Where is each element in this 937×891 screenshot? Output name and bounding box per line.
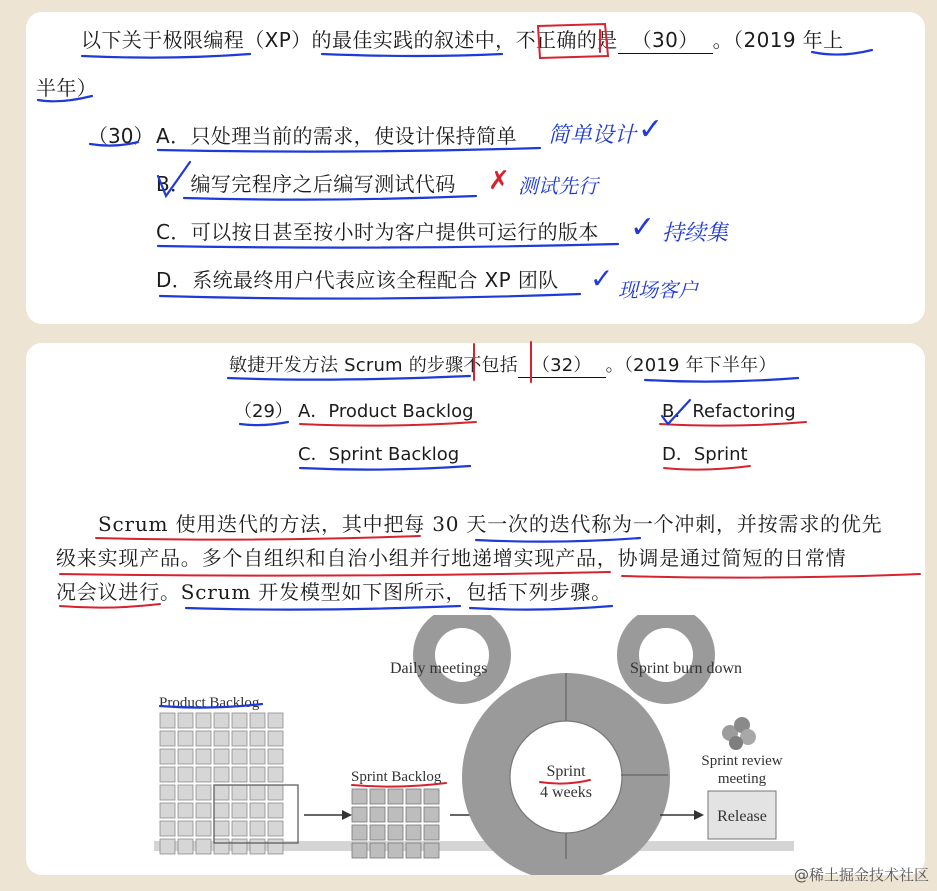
sprint-backlog-item: [406, 843, 421, 858]
backlog-item: [232, 713, 247, 728]
backlog-item: [178, 731, 193, 746]
scrum-diagram: [26, 615, 925, 875]
release-label: Release: [717, 808, 767, 825]
backlog-item: [232, 749, 247, 764]
q1-note-b: 测试先行: [518, 174, 598, 198]
daily-meetings-label: Daily meetings: [390, 660, 488, 677]
q1-stem-end: 。（2019 年上: [712, 28, 844, 52]
sprint-label: Sprint: [546, 763, 586, 780]
backlog-item: [268, 821, 283, 836]
backlog-item: [232, 839, 247, 854]
sprint-backlog-item: [370, 843, 385, 858]
backlog-item: [178, 713, 193, 728]
backlog-item: [160, 767, 175, 782]
q2-stem-text: 敏捷开发方法 Scrum 的步骤: [229, 355, 464, 376]
review-label-1: Sprint review: [701, 753, 783, 769]
check-mark-icon: ✓: [638, 112, 664, 147]
q2-option-d-letter: D．: [662, 444, 694, 465]
backlog-item: [160, 821, 175, 836]
backlog-item: [214, 785, 229, 800]
burn-down-loop: [628, 617, 704, 693]
backlog-item: [196, 821, 211, 836]
q1-stem: [81, 24, 844, 54]
backlog-item: [178, 785, 193, 800]
q2-question-number: （29）: [234, 401, 293, 422]
backlog-item: [160, 839, 175, 854]
q2-option-c: [298, 440, 459, 466]
q1-note-c: 持续集: [662, 221, 729, 246]
q2-stem-emphasis: 不包括: [463, 355, 518, 376]
backlog-item: [196, 713, 211, 728]
sprint-backlog-item: [388, 789, 403, 804]
backlog-item: [250, 785, 265, 800]
backlog-item: [178, 839, 193, 854]
backlog-item: [268, 713, 283, 728]
q1-option-d-letter: D．: [156, 268, 193, 292]
q1-option-d: [156, 264, 559, 293]
backlog-item: [178, 749, 193, 764]
backlog-item: [268, 785, 283, 800]
q2-option-c-letter: C．: [298, 444, 329, 465]
q1-stem-text: 以下关于极限编程（XP）的最佳实践的叙述中，: [81, 28, 516, 52]
backlog-item: [196, 785, 211, 800]
question-card-scrum: [26, 343, 925, 875]
backlog-item: [232, 803, 247, 818]
backlog-item: [214, 731, 229, 746]
product-backlog-label: Product Backlog: [159, 695, 260, 711]
backlog-item: [268, 839, 283, 854]
q1-note-d: 现场客户: [618, 278, 698, 302]
q1-option-c: [156, 216, 599, 245]
sprint-backlog-item: [352, 807, 367, 822]
q1-blank: （30）: [618, 24, 713, 54]
q1-option-d-text: 系统最终用户代表应该全程配合 XP 团队: [192, 268, 559, 292]
q2-option-b-letter: B．: [662, 401, 693, 422]
backlog-item: [214, 821, 229, 836]
backlog-item: [214, 803, 229, 818]
backlog-item: [250, 803, 265, 818]
backlog-item: [178, 767, 193, 782]
sprint-backlog-item: [352, 825, 367, 840]
q1-option-a: [156, 120, 517, 149]
q1-option-b-text: 编写完程序之后编写测试代码: [190, 172, 456, 196]
backlog-item: [232, 785, 247, 800]
q1-note-a: 简单设计: [548, 123, 637, 148]
backlog-item: [250, 731, 265, 746]
q2-option-c-text: Sprint Backlog: [328, 444, 460, 465]
q1-option-a-text: 只处理当前的需求，使设计保持简单: [190, 124, 517, 148]
q1-option-b-letter: B．: [156, 172, 191, 196]
backlog-item: [160, 731, 175, 746]
backlog-item: [214, 767, 229, 782]
q2-stem-end: 。（2019 年下半年）: [605, 355, 777, 376]
q2-option-b-text: Refactoring: [692, 401, 796, 422]
check-mark-icon: ✓: [590, 262, 614, 295]
people-group-icon: [722, 717, 756, 750]
backlog-item: [160, 713, 175, 728]
sprint-backlog-item: [424, 843, 439, 858]
backlog-item: [196, 803, 211, 818]
backlog-item: [250, 839, 265, 854]
sprint-backlog-item: [388, 825, 403, 840]
backlog-item: [268, 731, 283, 746]
sprint-backlog-item: [424, 825, 439, 840]
backlog-item: [196, 767, 211, 782]
q1-option-b: [156, 168, 456, 197]
q2-option-a: [298, 397, 474, 423]
daily-meeting-loop: [424, 617, 500, 693]
backlog-item: [232, 821, 247, 836]
arrow-head-icon: [342, 810, 352, 820]
sprint-backlog-item: [370, 807, 385, 822]
sprint-backlog-item: [388, 843, 403, 858]
backlog-item: [268, 767, 283, 782]
backlog-item: [250, 821, 265, 836]
watermark: @稀土掘金技术社区: [793, 866, 929, 884]
backlog-item: [250, 713, 265, 728]
backlog-item: [178, 821, 193, 836]
question-card-xp: [26, 12, 925, 324]
q2-option-a-text: Product Backlog: [328, 401, 474, 422]
backlog-item: [268, 749, 283, 764]
backlog-item: [160, 785, 175, 800]
q1-option-a-letter: A．: [156, 124, 191, 148]
backlog-item: [196, 749, 211, 764]
paragraph-line-3: 况会议进行。Scrum 开发模型如下图所示，包括下列步骤。: [56, 580, 612, 604]
backlog-item: [196, 731, 211, 746]
q2-option-b: [662, 397, 796, 423]
sprint-backlog-item: [424, 789, 439, 804]
sprint-backlog-item: [352, 843, 367, 858]
q2-option-d: [662, 440, 748, 466]
sprint-burn-down-label: Sprint burn down: [630, 660, 742, 677]
product-backlog-grid: [160, 713, 283, 854]
q2-option-a-letter: A．: [298, 401, 329, 422]
backlog-item: [232, 731, 247, 746]
backlog-item: [214, 839, 229, 854]
backlog-item: [214, 749, 229, 764]
q2-stem: [229, 351, 777, 378]
sprint-backlog-item: [370, 789, 385, 804]
sprint-weeks-label: 4 weeks: [540, 784, 592, 801]
backlog-item: [214, 713, 229, 728]
q1-option-c-text: 可以按日甚至按小时为客户提供可运行的版本: [190, 220, 599, 244]
backlog-item: [250, 749, 265, 764]
q1-option-c-letter: C．: [156, 220, 191, 244]
check-mark-icon: ✓: [630, 210, 656, 245]
q1-stem-emphasis: 不正确: [515, 28, 577, 52]
arrow-head-icon: [694, 810, 704, 820]
backlog-item: [160, 749, 175, 764]
sprint-backlog-label: Sprint Backlog: [351, 769, 442, 785]
paragraph-line-1: Scrum 使用迭代的方法，其中把每 30 天一次的迭代称为一个冲刺，并按需求的优先: [98, 512, 883, 536]
backlog-item: [232, 767, 247, 782]
sprint-backlog-item: [352, 789, 367, 804]
cross-mark-icon: ✗: [488, 166, 510, 196]
paragraph-line-2: 级来实现产品。多个自组织和自治小组并行地递增实现产品，协调是通过简短的日常情: [56, 546, 847, 570]
sprint-backlog-item: [370, 825, 385, 840]
q2-option-d-text: Sprint: [693, 444, 748, 465]
review-label-2: meeting: [717, 771, 767, 787]
sprint-backlog-item: [406, 789, 421, 804]
q2-blank: （32）: [518, 351, 606, 378]
sprint-backlog-item: [406, 825, 421, 840]
backlog-item: [196, 839, 211, 854]
q1-stem-after: 的是: [576, 28, 618, 52]
q1-question-number: （30）: [88, 124, 154, 148]
sprint-backlog-grid: [352, 789, 439, 858]
backlog-item: [178, 803, 193, 818]
scrum-paragraph: [56, 507, 906, 609]
sprint-backlog-item: [424, 807, 439, 822]
sprint-backlog-item: [406, 807, 421, 822]
backlog-item: [160, 803, 175, 818]
q1-stem-line2: 半年）: [36, 76, 98, 100]
backlog-item: [250, 767, 265, 782]
sprint-backlog-item: [388, 807, 403, 822]
backlog-item: [268, 803, 283, 818]
